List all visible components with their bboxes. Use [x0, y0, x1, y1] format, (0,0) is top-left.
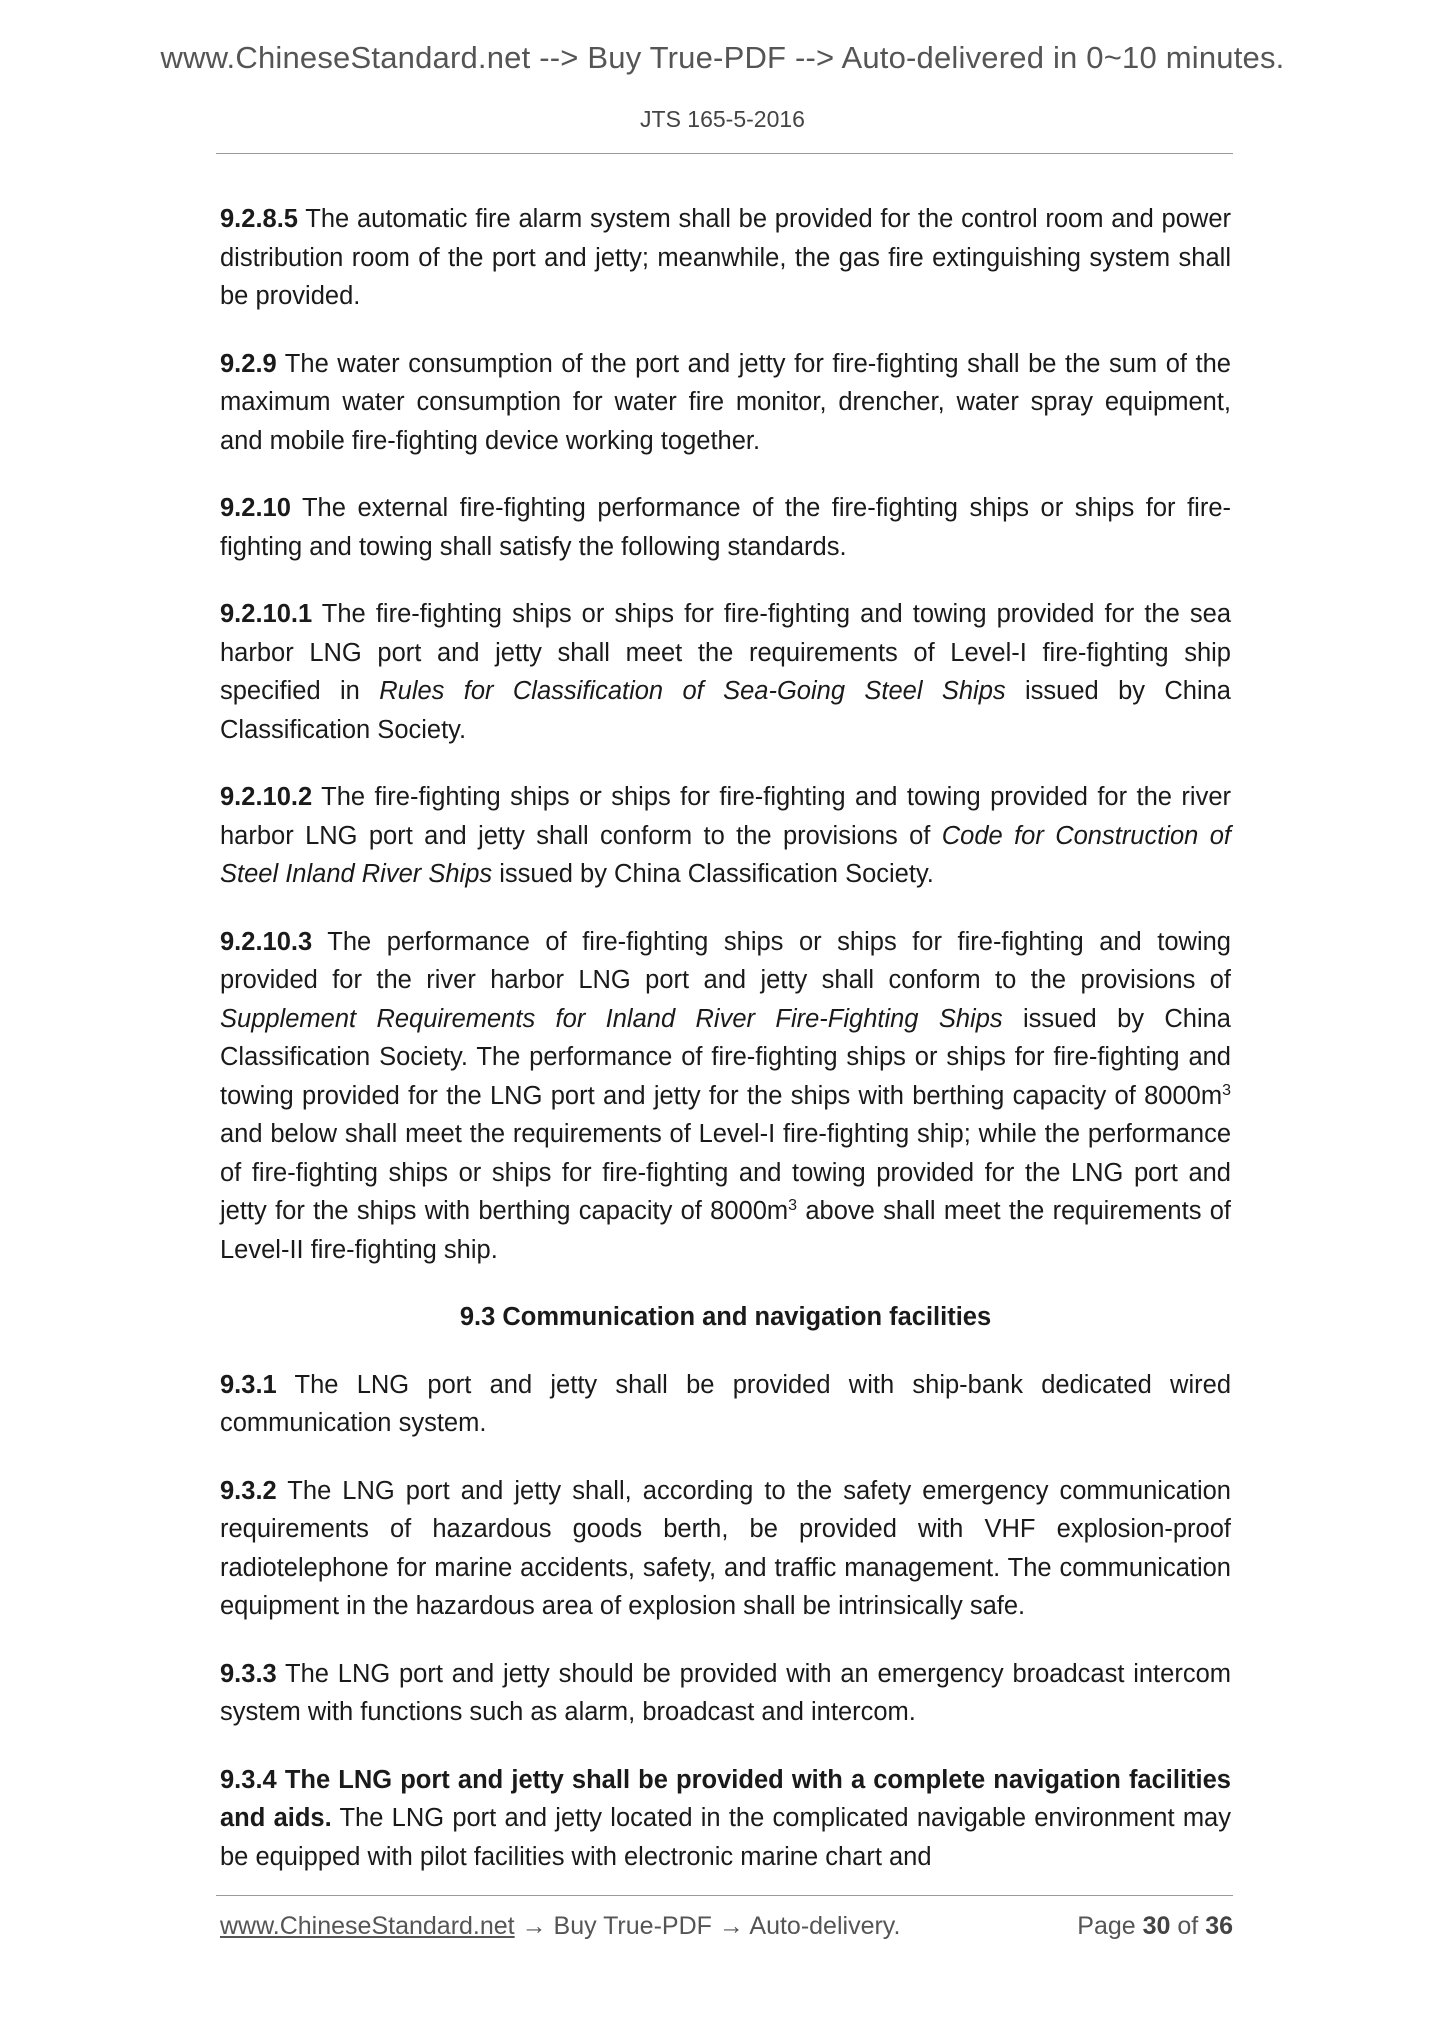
clause-number: 9.3.2 [220, 1476, 277, 1505]
clause-text: issued by China Classification Society. The performance of fire-fighting ships or ships for fire-fighting and towing provided for the LNG port and jetty for the ships with berthing capacity of 8000m [220, 1004, 1231, 1110]
clause-text: The fire-fighting ships or ships for fire-fighting and towing provided for the river harbor LNG port and jetty shall conform to the provisions of [220, 783, 1231, 850]
clause-9-2-8-5 [220, 200, 1231, 316]
clause-text: issued by China Classification Society. [492, 860, 934, 888]
clause-text: issued by China Classification Society. [220, 677, 1231, 744]
clause-9-2-9 [220, 345, 1231, 461]
page-number: 30 [1142, 1912, 1171, 1940]
clause-9-3-2 [220, 1472, 1231, 1626]
top-banner: www.ChineseStandard.net --> Buy True-PDF --> Auto-delivered in 0~10 minutes. [160, 40, 1285, 75]
cited-title: Code for Construction of Steel Inland River Ships [220, 821, 1231, 888]
clause-number: 9.2.9 [220, 349, 277, 378]
page-total: 36 [1205, 1912, 1233, 1940]
clause-number: 9.2.10 [220, 494, 291, 522]
header-divider [216, 153, 1233, 154]
footer-website-link[interactable]: www.ChineseStandard.net [220, 1912, 515, 1940]
page-footer [220, 1912, 1233, 1941]
clause-text: The LNG port and jetty shall be provided with ship-bank dedicated wired communication system. [220, 1370, 1231, 1437]
clause-text: The external fire-fighting performance of the fire-fighting ships or ships for fire-fighting and towing shall satisfy the following standards. [220, 494, 1231, 561]
clause-number: 9.2.8.5 [220, 205, 298, 233]
clause-text: The fire-fighting ships or ships for fire-fighting and towing provided for the sea harbor LNG port and jetty shall meet the requirements of Level-I fire-fighting ship specified in [220, 600, 1231, 705]
clause-9-2-10-2 [220, 778, 1231, 894]
clause-number: 9.2.10.1 [220, 600, 313, 628]
clause-number: 9.2.10.3 [220, 927, 313, 956]
of-label: of [1170, 1912, 1206, 1940]
page-indicator [1077, 1912, 1233, 1941]
clause-9-2-10 [220, 489, 1231, 566]
superscript: 3 [1222, 1081, 1231, 1099]
clause-9-2-10-3 [220, 923, 1231, 1270]
clause-text: The LNG port and jetty shall, according to the safety emergency communication requirements of hazardous goods berth, be provided with VHF explosion-proof radiotelephone for marine accidents, safety, and traffic management. The communication equipment in the hazardous area of explosion shall be intrinsically safe. [220, 1476, 1231, 1620]
footer-text: → Buy True-PDF → Auto-delivery. [514, 1912, 901, 1940]
clause-number: 9.2.10.2 [220, 783, 313, 811]
page-label: Page [1077, 1912, 1143, 1940]
superscript: 3 [788, 1197, 798, 1214]
clause-text: The LNG port and jetty should be provided with an emergency broadcast intercom system with functions such as alarm, broadcast and intercom. [220, 1659, 1231, 1726]
clause-text: The water consumption of the port and jetty for fire-fighting shall be the sum of the maximum water consumption for water fire monitor, drencher, water spray equipment, and mobile fire-fighting device working together. [220, 349, 1231, 455]
clause-9-3-1 [220, 1366, 1231, 1443]
footer-divider [216, 1895, 1233, 1896]
clause-text: above shall meet the requirements of Level-II fire-fighting ship. [220, 1197, 1232, 1264]
clause-number: 9.3.1 [220, 1370, 277, 1399]
clause-bold-lead: 9.3.4 The LNG port and jetty shall be provided with a complete navigation facilities and aids. [220, 1765, 1231, 1832]
clause-9-3-4 [220, 1761, 1231, 1877]
section-heading: 9.3 Communication and navigation facilities [459, 1303, 992, 1331]
clause-text: The performance of fire-fighting ships or ships for fire-fighting and towing provided for the river harbor LNG port and jetty shall conform to the provisions of [220, 927, 1231, 994]
document-code: JTS 165-5-2016 [640, 106, 805, 132]
cited-title: Supplement Requirements for Inland River Fire-Fighting Ships [220, 1004, 1003, 1033]
clause-9-2-10-1 [220, 595, 1231, 749]
clause-text: The automatic fire alarm system shall be provided for the control room and power distribution room of the port and jetty; meanwhile, the gas fire extinguishing system shall be provided. [220, 205, 1231, 310]
clause-9-3-3 [220, 1655, 1231, 1732]
document-body [220, 200, 1231, 1905]
cited-title: Rules for Classification of Sea-Going Steel Ships [379, 677, 1006, 705]
clause-text: and below shall meet the requirements of Level-I fire-fighting ship; while the performance of fire-fighting ships or ships for fire-fighting and towing provided for the LNG port and jetty for the ships with berthing capacity of 8000m [220, 1120, 1231, 1225]
clause-text: The LNG port and jetty located in the complicated navigable environment may be equipped with pilot facilities with electronic marine chart and [220, 1804, 1231, 1871]
clause-number: 9.3.3 [220, 1659, 277, 1688]
